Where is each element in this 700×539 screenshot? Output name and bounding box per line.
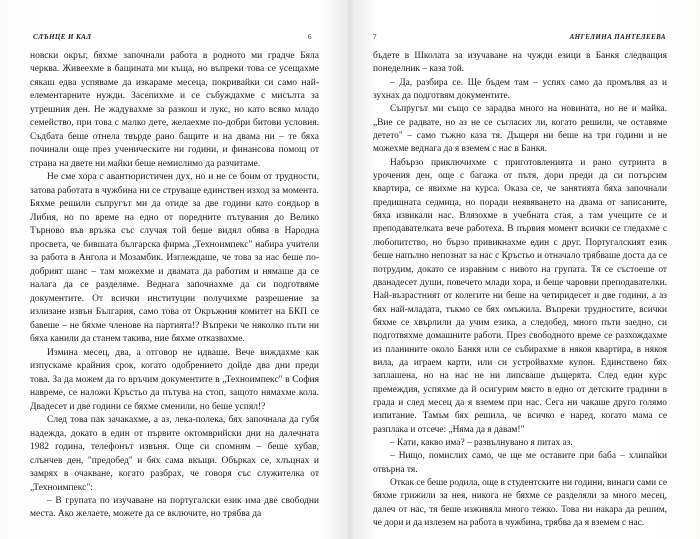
page-number-left: 6 [308, 33, 312, 41]
paragraph: Съпругът ми също се зарадва много на новината, но не и майка. „Вие се радвате, но аз не се съгласих ли, когато решили, че оставяме детето" – само тъжно каза тя. Дъщеря ни беше на три години и не можехме веднага да я вземем с нас в Банкя. [373, 104, 667, 155]
running-title-left: СЛЪНЦЕ И КАЛ [33, 33, 92, 41]
paragraph: Измина месец, два, а отговор не идваше. Вече виждахме как изпускаме крайния срок, когато одобрението дойде два дни преди това. За да можем да го връчим документите в „Техноимпекс" в София навреме, се наложи Кръстьо да пътува на стоп, защото нямахме кола. Двадесет и две години се бяхме сменили, но беше успял!? [30, 347, 319, 412]
paragraph: – Да, разбира се. Ще бъдем там – успях само да промълвя аз и зухнах да подготвям документите. [373, 77, 667, 102]
paragraph: – В групата по изучаване на португалски език има две свободни места. Ако желаете, можете да се включите, но трябва да [30, 495, 319, 520]
paragraph: бъдете в Школата за изучаване на чужди езици в Банкя следващия понеделник – каза той. [373, 51, 667, 75]
right-page [350, 0, 700, 539]
paragraph: новски окръг, бяхме започнали работа в родното ми градче Бяла черква. Живеехме в бащината ми къща, но въпреки това се усещахме сякаш едва успяваме да изкараме месеца, покривайки си само най-елементарните нужди. Засепихме и се събуждахме с мисълта за утрешния ден. Не жадувахме за разкош и лукс, но като всяко младо семейство, при това с малко дете, желаехме по-добри битови условия. Съдбата беше отнела твърде рано бащите и на двама ни – те бяха починали още през ученическите ни години, и финансова помощ от страна на двете ни майки беше немислимо да разчитаме. [30, 51, 319, 169]
paragraph: След това пак зачакахме, а аз, лека-полека, бях започнала да губя надежда, докато в един от първите октомврийски дни на далечната 1982 година, телефонът извъня. Още си спомням – беше хубав, слънчев ден, "предобед" и бях сама вкъщи. Обърках се, хлъцнах и замрях в очакване, когато разбрах, че говоря със служителка от „Техноимпекс": [30, 415, 319, 493]
paragraph: – Кати, какво има? – развълнувано я питах аз. [390, 437, 573, 448]
page-number-right: 7 [373, 33, 377, 41]
running-title-right: АНГЕЛИНА ПАНТЕЛЕЕВА [569, 33, 666, 41]
paragraph: Откак се беше родила, още в студентските ни години, винаги сами се бяхме грижили за нея, никога не бяхме се разделяли за много месец, далеч от нас, тя беше изживяла много тежко. Това ни накара да решим, че дори и да излезем на работа в чужбина, трябва да я вземем с нас. [373, 478, 667, 529]
paragraph: Набързо приключихме с приготовленията и рано сутринта в урочения ден, още с багажа от пътя, дори преди да си потърсим квартира, се явихме на курса. Оказа се, че занятията бяха започнали предишната седмица, но поради неявяването на двама от записаните, бяха извикали нас. Влязохме в учебната стая, а там учещите се и преподавателката вече работеха. В първия момент всички се гледахме с любопитство, но бързо привикнахме един с друг. Португалският език беше напълно непознат за нас с Кръстьо и отначало трябваше доста да се потрудим, докато се изравним с нивото на групата. Тя се състоеше от дванадесет души, повечето млади хора, и беше чаровни преподавателки. Най-възрастният от колегите ни беше на четиридесет и две години, а аз бях най-младата, тъкмо се бях омъжила. Въпреки трудностите, всички бяхме се хвърлили да учим езика, а следобед, много пъти заедно, си подготвяхме домашните работи. През свободното време се разхождахме из планините около Банкя или се събирахме в някоя квартира, в някоя вила, да играем карти, или си устройвахме купон. Единствено бях заплашена, но на нас не ни липсваше дъщерята. След един курс премеждия, успяхме да й осигурим място в едно от детските градини в града и след месец да я вземем при нас. Сега ни чакаше друго голямо изпитание. Тамъм бях решила, че всичко е наред, когато мама се разплака и отсече: „Няма да я давам!" [373, 157, 667, 435]
paragraph: – Нищо, помислих само, че ще ме оставите при баба – хлипайки отвърна тя. [373, 451, 667, 475]
paragraph: Не сме хора с авантюристичен дух, но и не се боим от трудности, затова работата в чужбина ни се струваше единствен изход за момента. Бяхме решили съпругът ми да отиде за две години като сондьор в Либия, но по време на едно от поредните пътувания до Велико Търново във връзка със случая той беше видял обява в Народна просвета, че бившата българска фирма „Техноимпекс" набира учители за работа в Ангола и Мозамбик. Изглеждаше, че това за нас беше по-добрият шанс – там можехме и двамата да работим и нямаше да се налага да се разделяме. Веднага започнахме да си подготвяме документите. От всички институции получихме разрешение за излизане извън България, само това от Окръжния комитет на БКП се бавеше – не бяхме членове на партията!? Въпреки че няколко пъти ни бяха канили да станем такива, ние бяхме отказвахме. [30, 172, 319, 345]
left-page-text [30, 50, 319, 522]
right-page-text [373, 50, 667, 530]
